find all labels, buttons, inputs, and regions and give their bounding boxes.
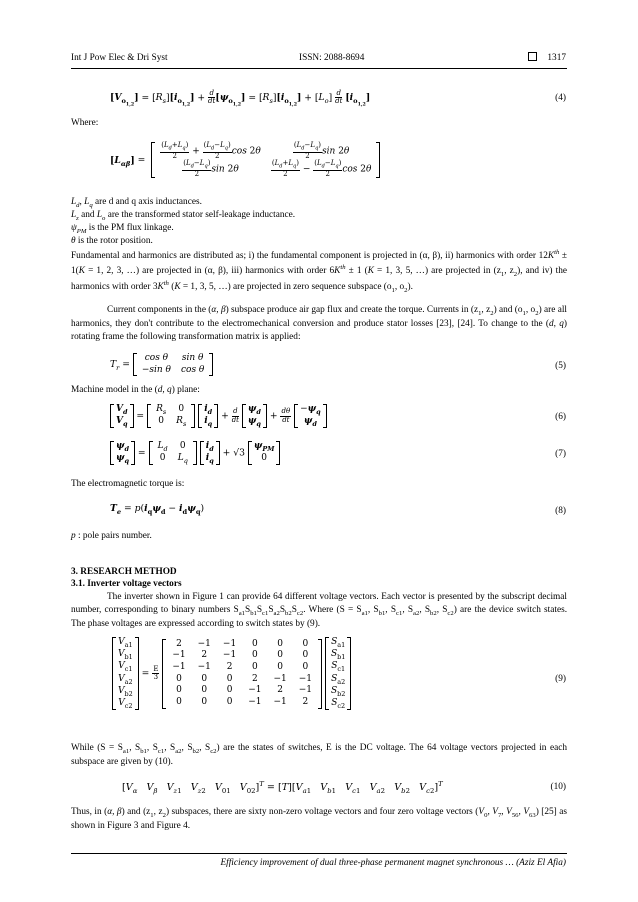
matrix-cell: 0 [251, 650, 258, 661]
equation-9: $V_{a1}$ $V_{b1}$ $V_{c1}$ $V_{a2}$ $V_{b2}$ $V_{c2}$ = $\frac{E}{3}$ 2 −1 −1 0 0 0 −1 2 −1 0 0 0 −1 −1 2 0 0 0 0 0 0 2 −1 −1 0 0 0 −1 2 −1 0 0 0 −1 −1 2 $S_{a1}$ $S_{b1}$ $S_{c1}$ $S_{a2}$ $S_{b2}$ $S_{c2}$ [112, 637, 351, 710]
def-ld-lq: $L_d$, $L_q$ are d and q axis inductances. [71, 197, 202, 209]
matrix-cell: −1 [298, 673, 313, 684]
model-intro: Machine model in the (d, q) plane: [71, 385, 200, 395]
equation-7: $\psi_d$ $\psi_q$ = $L_d$ 0 0 $L_q$ $i_d$ $i_q$ + √3 $\psi_{PM}$ 0 [110, 441, 280, 465]
matrix-cell: −1 [248, 697, 262, 708]
where-label: Where: [71, 118, 99, 128]
matrix-cell: 2 [226, 661, 233, 672]
matrix-cell: 0 [277, 638, 283, 649]
equation-4-number: (4) [555, 93, 566, 103]
matrix-cell: 0 [302, 661, 309, 672]
matrix-cell: −1 [172, 661, 186, 672]
equation-10-number: (10) [550, 782, 566, 792]
running-header [71, 52, 566, 68]
equation-6: $V_d$ $V_q$ = $R_s$ 0 0 $R_s$ $i_d$ $i_q$ + $\frac{d}{dt}$ $\psi_d$ $\psi_q$ + $\frac{d\theta}{dt}$ $-\psi_q$ $\psi_d$ [110, 404, 327, 428]
equation-10: [$V_\alpha$ $V_\beta$ $V_{z1}$ $V_{z2}$ $V_{01}$ $V_{02}]^T = [T][V_{a1}$ $V_{b1}$ $V_{c1}$ $V_{a2}$ $V_{b2}$ $V_{c2}]^T$ [122, 780, 443, 796]
matrix-cell: −1 [273, 673, 287, 684]
equation-8-number: (8) [555, 506, 566, 516]
checkbox-icon [528, 52, 537, 61]
switch-matrix [166, 639, 318, 709]
matrix-cell: −1 [273, 697, 287, 708]
equation-4: $[V_{o_{1,2}}] = [R_s][i_{o_{1,2}}]$ + $\frac{d}{dt}$ $[\psi_{o_{1,2}}] = [R_s][i_{o_{1,2}}] + [L_o]$ $\frac{d}{dt}$ $[i_{o_{1,2}}]$ [110, 89, 371, 108]
matrix-cell: 2 [302, 697, 309, 708]
matrix-cell: 0 [226, 697, 233, 708]
matrix-cell: −1 [298, 685, 313, 696]
def-psi: $\psi_{PM}$ is the PM flux linkage. [71, 223, 174, 235]
issn: ISSN: 2088-8694 [299, 53, 365, 63]
matrix-cell: 0 [277, 650, 283, 661]
equation-9-number: (9) [555, 674, 566, 684]
matrix-cell: −1 [197, 638, 211, 649]
matrix-cell: 0 [176, 685, 182, 696]
matrix-cell: −1 [248, 685, 262, 696]
section-heading-3: 3. RESEARCH METHOD [71, 567, 177, 577]
equation-8: $T_e = p(i_q\psi_d - i_d\psi_q)$ [110, 503, 205, 516]
paragraph-switch-states: While ($S = S_{a1}$, $S_{b1}$, $S_{c1}$, $S_{a2}$, $S_{b2}$, $S_{c2}$) are the states of switches, E is the DC voltage. The 64 voltage vectors projected in each subspace are given by (10). [71, 743, 567, 768]
paragraph-vectors: Thus, in (α, β) and ($z_1$, $z_2$) subspaces, there are sixty non-zero voltage vectors and four zero voltage vectors ($V_0$, $V_7$, $V_{56}$, $V_{63}$) [25] as shown in Figure 3 and Figure 4. [71, 807, 568, 832]
matrix-cell: 0 [201, 673, 208, 684]
p-definition: p : pole pairs number. [71, 531, 152, 541]
def-lz-lo: $L_z$ and $L_o$ are the transformed stator self-leakage inductance. [71, 210, 296, 222]
matrix-cell: 0 [302, 638, 309, 649]
paragraph-harmonics: Fundamental and harmonics are distributed as; i) the fundamental component is projected in (α, β), ii) harmonics with order $12K^{th} \pm 1(K = 1$, 2, 3, …) are projected in (α, β), iii) harmonics with order $6K^{th} \pm 1$ (K = 1, 3, 5, …) are projected in ($z_1$, $z_2$), and iv) the harmonics with order $3K^{th}$ (K = 1, 3, 5, …) are projected in zero sequence subspace ($o_1$, $o_2$). [71, 249, 567, 295]
def-theta: θ is the rotor position. [71, 236, 153, 246]
footer-rule [71, 853, 567, 854]
matrix-cell: 0 [302, 650, 309, 661]
matrix-cell: 2 [251, 673, 258, 684]
matrix-cell: 2 [176, 638, 182, 649]
matrix-cell: 0 [201, 697, 208, 708]
paragraph-inverter: The inverter shown in Figure 1 can provide 64 different voltage vectors. Each vector is presented by the subscript decimal number, corresponding to binary numbers $S_{a1}S_{b1}S_{c1}S_{a2}S_{b2}S_{c2}$. Where ($S = S_{a1}$, $S_{b1}$, $S_{c1}$, $S_{a2}$, $S_{b2}$, $S_{c2}$) are the device switch states. The phase voltages are expressed according to switch states by (9). [71, 592, 568, 629]
matrix-cell: 2 [201, 650, 208, 661]
l-alpha-beta-matrix: $[L_{\alpha\beta}]$ = $\frac{(L_d+L_q)}{2}$ + $\frac{(L_d-L_q)}{2}$ cos 2θ $\frac{(L_d-L_q)}{2}$ sin 2θ $\frac{(L_d-L_q)}{2}$ sin 2θ $\frac{(L_d+L_q)}{2}$ − $\frac{(L_d-L_q)}{2}$ cos 2θ [110, 142, 380, 178]
matrix-cell: 0 [226, 685, 233, 696]
equation-5-number: (5) [555, 361, 566, 371]
matrix-cell: −1 [222, 638, 237, 649]
torque-intro: The electromagnetic torque is: [71, 479, 185, 489]
matrix-cell: −1 [222, 650, 237, 661]
running-footer: Efficiency improvement of dual three-phase permanent magnet synchronous … (Aziz El Afia) [220, 858, 566, 868]
matrix-cell: 2 [277, 685, 283, 696]
matrix-cell: 0 [277, 661, 283, 672]
equation-5: $T_r$ = cos θ sin θ −sin θ cos θ [110, 353, 213, 376]
equation-6-number: (6) [555, 412, 566, 422]
matrix-cell: 0 [201, 685, 208, 696]
matrix-cell: 0 [176, 673, 182, 684]
paragraph-currents: Current components in the (α, β) subspace produce air gap flux and create the torque. Currents in ($z_1$, $z_2$) and ($o_1$, $o_2$) are all harmonics, they don't contribute to the electromechanical conversion and produce stator losses [23], [24]. To change to the (d, q) rotating frame the following transformation matrix is applied: [71, 305, 567, 342]
matrix-cell: 0 [251, 638, 258, 649]
page-number: 1317 [547, 53, 566, 63]
matrix-cell: −1 [172, 650, 186, 661]
equation-7-number: (7) [555, 449, 566, 459]
matrix-cell: −1 [197, 661, 211, 672]
journal-name: Int J Pow Elec & Dri Syst [71, 53, 168, 63]
matrix-cell: 0 [251, 661, 258, 672]
matrix-cell: 0 [226, 673, 233, 684]
matrix-cell: 0 [176, 697, 182, 708]
section-heading-3-1: 3.1. Inverter voltage vectors [71, 579, 182, 589]
header-rule [71, 68, 567, 69]
